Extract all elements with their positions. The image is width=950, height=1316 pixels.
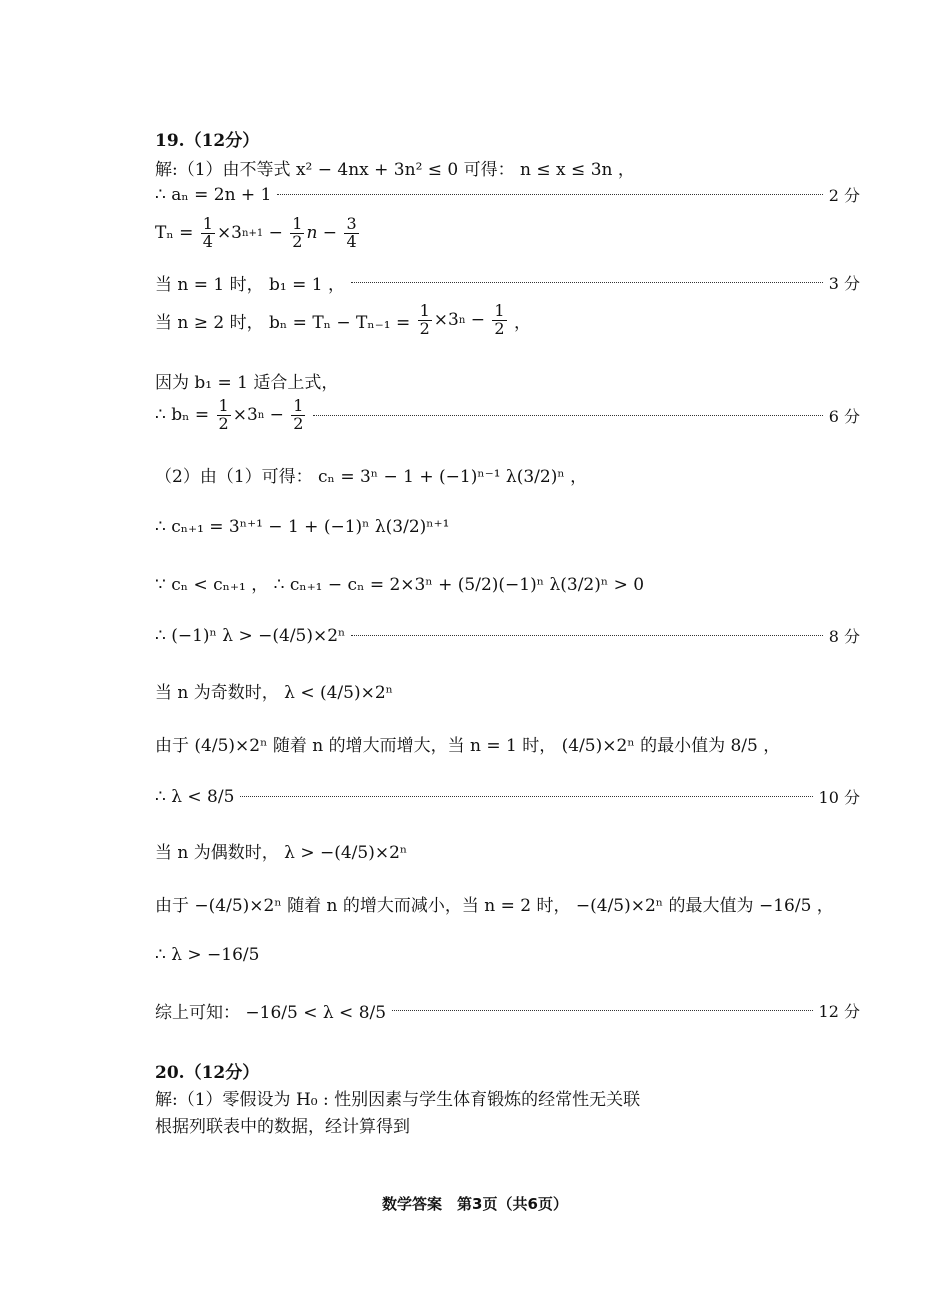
- fraction: $\frac{1}{2}$: [292, 214, 303, 251]
- q19-line-4-text: 当 n = 1 时， b₁ = 1 ，: [155, 275, 345, 295]
- score-2: 2 分: [828, 186, 860, 205]
- q19-line-14: [155, 785, 860, 808]
- dotted-leader: [313, 415, 822, 416]
- q19-line-6: [155, 368, 860, 393]
- q19-line-12: [155, 678, 860, 703]
- score-8: 8 分: [828, 627, 860, 646]
- q19-line-16-text: 由于 −(4/5)×2ⁿ 随着 n 的增大而减小，当 n = 2 时， −(4/5)×2ⁿ 的最大值为 −16/5 ，: [155, 896, 834, 916]
- q19-line-17-text: ∴ λ > −16/5: [155, 945, 260, 965]
- q19-line-5: 当 n ≥ 2 时， bₙ = Tₙ − Tₙ₋₁ = $\frac{1}{2}$ ×3 n − $\frac{1}{2}$ ，: [155, 301, 531, 338]
- q19-line-13-text: 由于 (4/5)×2ⁿ 随着 n 的增大而增大，当 n = 1 时， (4/5)×2ⁿ 的最小值为 8/5 ，: [155, 736, 781, 756]
- q19-line-9-text: ∴ cₙ₊₁ = 3ⁿ⁺¹ − 1 + (−1)ⁿ λ(3/2)ⁿ⁺¹: [155, 517, 450, 537]
- dotted-leader: [240, 796, 812, 797]
- fraction: $\frac{1}{2}$: [494, 301, 505, 338]
- q19-line-8-text: （2）由（1）可得： cₙ = 3ⁿ − 1 + (−1)ⁿ⁻¹ λ(3/2)ⁿ ，: [155, 467, 588, 487]
- fraction: $\frac{1}{2}$: [293, 396, 304, 433]
- fraction: $\frac{1}{4}$: [202, 214, 213, 251]
- q19-line-6-text: 因为 b₁ = 1 适合上式，: [155, 373, 339, 393]
- fraction: $\frac{1}{2}$: [419, 301, 430, 338]
- q20-line-2-text: 根据列联表中的数据，经计算得到: [155, 1117, 410, 1137]
- q19-line-16: [155, 891, 860, 916]
- q19-line-15: [155, 838, 860, 863]
- q19-line-14-text: ∴ λ < 8/5: [155, 786, 235, 807]
- q19-line-15-text: 当 n 为偶数时， λ > −(4/5)×2ⁿ: [155, 843, 408, 863]
- page-footer: 数学答案 第3页（共6页）: [382, 1195, 568, 1213]
- q19-line-10-text: ∵ cₙ < cₙ₊₁ ， ∴ cₙ₊₁ − cₙ = 2×3ⁿ + (5/2)(−1)ⁿ λ(3/2)ⁿ > 0: [155, 575, 645, 595]
- dotted-leader: [392, 1010, 812, 1011]
- q19-line-1-text: 解:（1）由不等式 x² − 4nx + 3n² ≤ 0 可得： n ≤ x ≤ 3n ，: [155, 160, 635, 180]
- score-10: 10 分: [818, 788, 860, 807]
- q19-line-2-text: ∴ aₙ = 2n + 1: [155, 184, 272, 205]
- q19-line-5-pre: 当 n ≥ 2 时， bₙ = Tₙ − Tₙ₋₁ =: [155, 312, 411, 333]
- score-3: 3 分: [828, 274, 860, 293]
- dotted-leader: [351, 282, 823, 283]
- fraction: $\frac{1}{2}$: [218, 396, 229, 433]
- q19-line-1: [155, 155, 860, 180]
- q19-line-7-pre: ∴ bₙ =: [155, 405, 210, 426]
- score-12: 12 分: [818, 1002, 860, 1021]
- q19-line-8: [155, 462, 860, 487]
- q19-line-3-pre: Tₙ =: [155, 223, 194, 244]
- q19-title: [155, 126, 860, 151]
- q20-title-text: 20.（12分）: [155, 1063, 260, 1083]
- q19-line-9: [155, 517, 860, 537]
- q19-line-18-text: 综上可知： −16/5 < λ < 8/5: [155, 1003, 387, 1023]
- fraction: $\frac{3}{4}$: [346, 214, 357, 251]
- q19-line-11: [155, 624, 860, 647]
- q19-line-11-text: ∴ (−1)ⁿ λ > −(4/5)×2ⁿ: [155, 625, 346, 646]
- q19-title-text: 19.（12分）: [155, 131, 260, 151]
- dotted-leader: [277, 194, 822, 195]
- q19-line-12-text: 当 n 为奇数时， λ < (4/5)×2ⁿ: [155, 683, 394, 703]
- q19-line-7: ∴ bₙ = $\frac{1}{2}$ ×3 n − $\frac{1}{2}$ 6 分: [155, 396, 860, 433]
- dotted-leader: [351, 635, 822, 636]
- q20-line-1: [155, 1085, 860, 1110]
- q19-line-4: [155, 270, 860, 295]
- q19-line-18: [155, 998, 860, 1023]
- q19-line-2: [155, 183, 860, 206]
- q20-title: [155, 1058, 860, 1083]
- q19-line-13: [155, 731, 860, 756]
- score-6: 6 分: [828, 406, 860, 426]
- q20-line-2: [155, 1112, 860, 1137]
- q19-line-17: [155, 945, 860, 965]
- q19-line-10: [155, 570, 860, 595]
- q20-line-1-text: 解:（1）零假设为 H₀ : 性别因素与学生体育锻炼的经常性无关联: [155, 1090, 641, 1110]
- q19-line-3: Tₙ = $\frac{1}{4}$ ×3 n+1 − $\frac{1}{2}$ n − $\frac{3}{4}$: [155, 214, 357, 251]
